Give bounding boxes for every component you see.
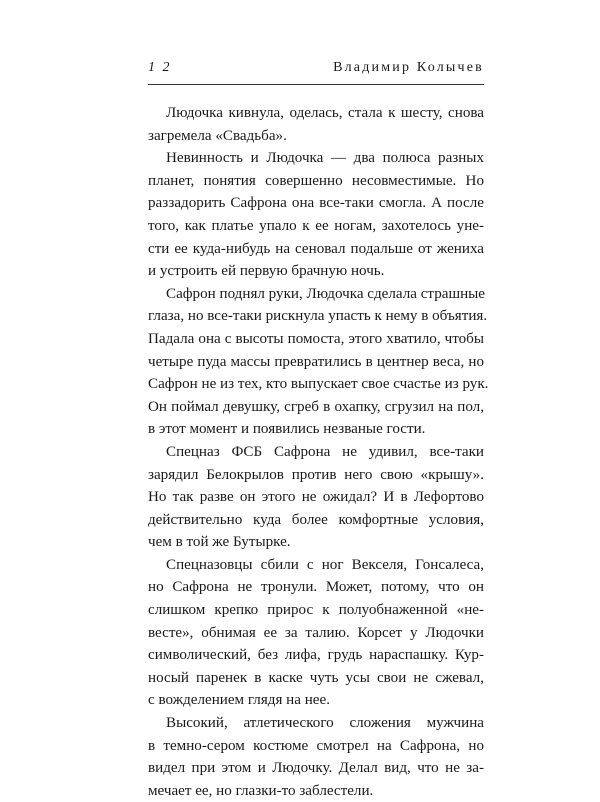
text-line: раззадорить Сафрона она все-таки смогла. А после — [148, 195, 484, 212]
paragraph — [148, 102, 484, 147]
paragraph — [148, 712, 484, 802]
text-line: в этот момент и появились незваные гости. — [148, 421, 426, 438]
paragraph — [148, 147, 484, 283]
text-line: Людочка кивнула, оделась, стала к шесту, снова — [166, 105, 484, 121]
text-line: Но так разве он этого не ожидал? И в Лефортово — [148, 489, 484, 506]
text-line: глаза, но все-таки рискнула упасть к нему в объятия. — [148, 308, 488, 325]
text-line: действительно куда более комфортные условия, — [148, 511, 484, 528]
text-line: видел при этом и Людочку. Делал вид, что не за- — [148, 760, 484, 777]
text-line: четыре пуда массы превратились в центнер веса, но — [148, 353, 484, 370]
text-line: в темно-сером костюме смотрел на Сафрона, но — [148, 737, 484, 754]
author-name: Владимир Колычев — [333, 60, 484, 75]
text-line: чем в той же Бутырке. — [148, 534, 291, 551]
page-number: 1 2 — [148, 60, 172, 75]
text-line: планет, понятия совершенно несовместимые. Но — [148, 172, 484, 189]
paragraph — [148, 283, 489, 441]
paragraph — [148, 441, 484, 554]
body-text — [148, 102, 489, 802]
text-line: Невинность и Людочка — два полюса разных — [166, 150, 484, 167]
text-line: Спецназовцы сбили с ног Векселя, Гонсалеса, — [166, 556, 484, 573]
text-line: Падала она с высоты помоста, этого хватило, чтобы — [148, 330, 484, 347]
header-rule — [148, 84, 484, 85]
book-page — [148, 60, 489, 802]
text-line: мечает ее, но глазки-то заблестели. — [148, 782, 374, 799]
text-line: с вожделением глядя на нее. — [148, 692, 330, 709]
text-line: сти ее куда-нибудь на сеновал подальше от жениха — [148, 240, 484, 257]
text-line: слишком крепко прирос к полуобнаженной «не- — [148, 602, 484, 619]
text-line: символический, без лифа, грудь нараспашку. Кур- — [148, 647, 484, 664]
text-line: но Сафрона не тронули. Может, потому, что он — [148, 579, 484, 596]
text-line: того, как платье упало к ее ногам, захотелось уне- — [148, 217, 484, 234]
text-line: носый паренек в каске чуть усы свои не сжевал, — [148, 669, 484, 686]
text-line: и устроить ей первую брачную ночь. — [148, 263, 385, 280]
text-line: Сафрон не из тех, кто выпускает свое счастье из рук. — [148, 376, 489, 393]
text-line: зарядил Белокрылов против него свою «крышу». — [148, 466, 484, 483]
text-line: загремела «Свадьба». — [148, 127, 287, 144]
text-line: Он поймал девушку, сгреб в охапку, сгрузил на пол, — [148, 398, 484, 415]
text-line: Сафрон поднял руки, Людочка сделала страшные — [166, 285, 486, 302]
running-head — [148, 60, 484, 82]
text-line: весте», обнимая ее за талию. Корсет у Людочки — [148, 624, 484, 641]
text-line: Высокий, атлетического сложения мужчина — [166, 715, 484, 732]
paragraph — [148, 554, 484, 712]
text-line: Спецназ ФСБ Сафрона не удивил, все-таки — [166, 443, 484, 460]
